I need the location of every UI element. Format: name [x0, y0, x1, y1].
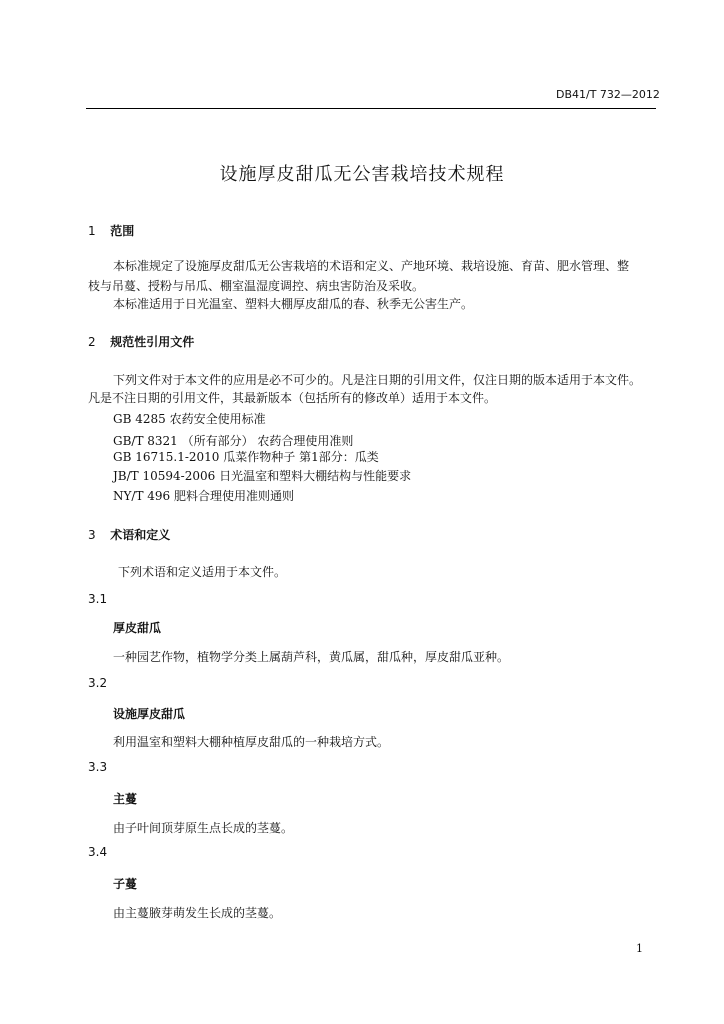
reference-item: GB/T 8321 （所有部分） 农药合理使用准则 — [113, 434, 354, 448]
section-title: 规范性引用文件 — [110, 335, 195, 349]
reference-item: GB 16715.1-2010 瓜菜作物种子 第1部分：瓜类 — [113, 450, 379, 464]
page-number: 1 — [636, 942, 643, 955]
reference-item: NY/T 496 肥料合理使用准则通则 — [113, 489, 295, 503]
term-number: 3.3 — [88, 760, 108, 774]
section-heading-terms — [88, 526, 170, 543]
term-definition: 由主蔓腋芽萌发生长成的茎蔓。 — [113, 906, 282, 920]
section-heading-refs — [88, 333, 194, 350]
term-name: 主蔓 — [113, 792, 138, 806]
term-definition: 一种园艺作物，植物学分类上属葫芦科，黄瓜属，甜瓜种，厚皮甜瓜亚种。 — [113, 650, 510, 664]
term-name: 子蔓 — [113, 877, 138, 891]
reference-item: GB 4285 农药安全使用标准 — [113, 412, 266, 426]
term-number: 3.1 — [88, 592, 108, 606]
section-title: 范围 — [110, 224, 135, 238]
document-title: 设施厚皮甜瓜无公害栽培技术规程 — [219, 164, 505, 185]
term-name: 厚皮甜瓜 — [113, 621, 162, 635]
section-number: 3 — [88, 528, 96, 542]
paragraph-line: 本标准规定了设施厚皮甜瓜无公害栽培的术语和定义、产地环境、栽培设施、育苗、肥水管理、整 — [113, 259, 630, 273]
section-heading-scope — [88, 222, 134, 239]
section-title: 术语和定义 — [110, 528, 171, 542]
paragraph-line: 下列文件对于本文件的应用是必不可少的。凡是注日期的引用文件，仅注日期的版本适用于本文件。 — [113, 373, 642, 387]
term-definition: 由子叶间顶芽原生点长成的茎蔓。 — [113, 821, 294, 835]
reference-item: JB/T 10594-2006 日光温室和塑料大棚结构与性能要求 — [113, 469, 412, 483]
paragraph-line: 枝与吊蔓、授粉与吊瓜、棚室温湿度调控、病虫害防治及采收。 — [88, 279, 425, 293]
paragraph-line: 凡是不注日期的引用文件，其最新版本（包括所有的修改单）适用于本文件。 — [88, 391, 497, 405]
term-number: 3.2 — [88, 676, 108, 690]
paragraph-line: 本标准适用于日光温室、塑料大棚厚皮甜瓜的春、秋季无公害生产。 — [113, 297, 474, 311]
term-number: 3.4 — [88, 845, 108, 859]
header-rule — [86, 108, 656, 109]
section-number: 2 — [88, 335, 96, 349]
section-number: 1 — [88, 224, 96, 238]
standard-code: DB41/T 732—2012 — [556, 88, 660, 101]
term-name: 设施厚皮甜瓜 — [113, 707, 186, 721]
term-definition: 利用温室和塑料大棚种植厚皮甜瓜的一种栽培方式。 — [113, 735, 390, 749]
paragraph-line: 下列术语和定义适用于本文件。 — [118, 565, 287, 579]
